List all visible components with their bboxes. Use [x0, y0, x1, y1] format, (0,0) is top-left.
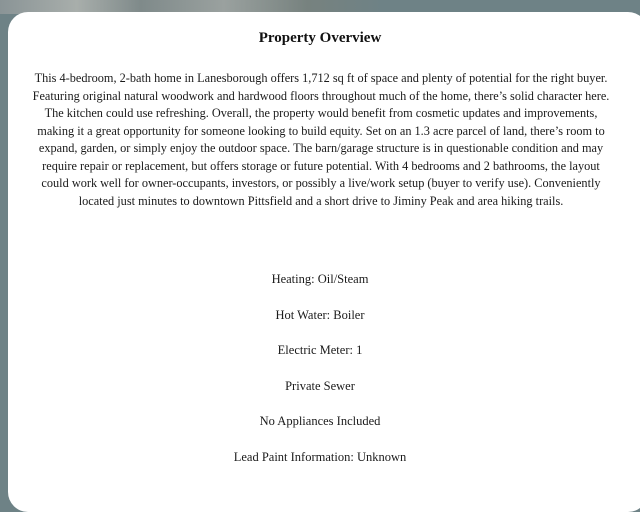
- property-overview-card: [8, 12, 640, 512]
- detail-heating: Heating: Oil/Steam: [271, 272, 369, 286]
- detail-sewer: Private Sewer: [285, 378, 355, 393]
- property-details-list: [8, 262, 632, 475]
- detail-electric-meter: Electric Meter: 1: [277, 343, 363, 357]
- detail-lead-paint: Lead Paint Information: Unknown: [233, 449, 407, 464]
- property-description: This 4-bedroom, 2-bath home in Lanesborough offers 1,712 sq ft of space and plenty of potential for the right buyer. Featuring original natural woodwork and hardwood floors throughout much of the home, there’s solid character here. The kitchen could use refreshing. Overall, the property would benefit from cosmetic updates and improvements, making it a great opportunity for someone looking to build equity. Set on an 1.3 acre parcel of land, there’s room to expand, garden, or simply enjoy the outdoor space. The barn/garage structure is in questionable condition and may require repair or replacement, but offers storage or future potential. With 4 bedrooms and 2 bathrooms, the layout could work well for owner-occupants, investors, or possibly a live/work setup (buyer to verify use). Conveniently located just minutes to downtown Pittsfield and a short drive to Jiminy Peak and area hiking trails.: [32, 71, 610, 208]
- section-title: Property Overview: [258, 30, 382, 46]
- detail-appliances: No Appliances Included: [259, 414, 381, 428]
- detail-hot-water: Hot Water: Boiler: [275, 307, 365, 322]
